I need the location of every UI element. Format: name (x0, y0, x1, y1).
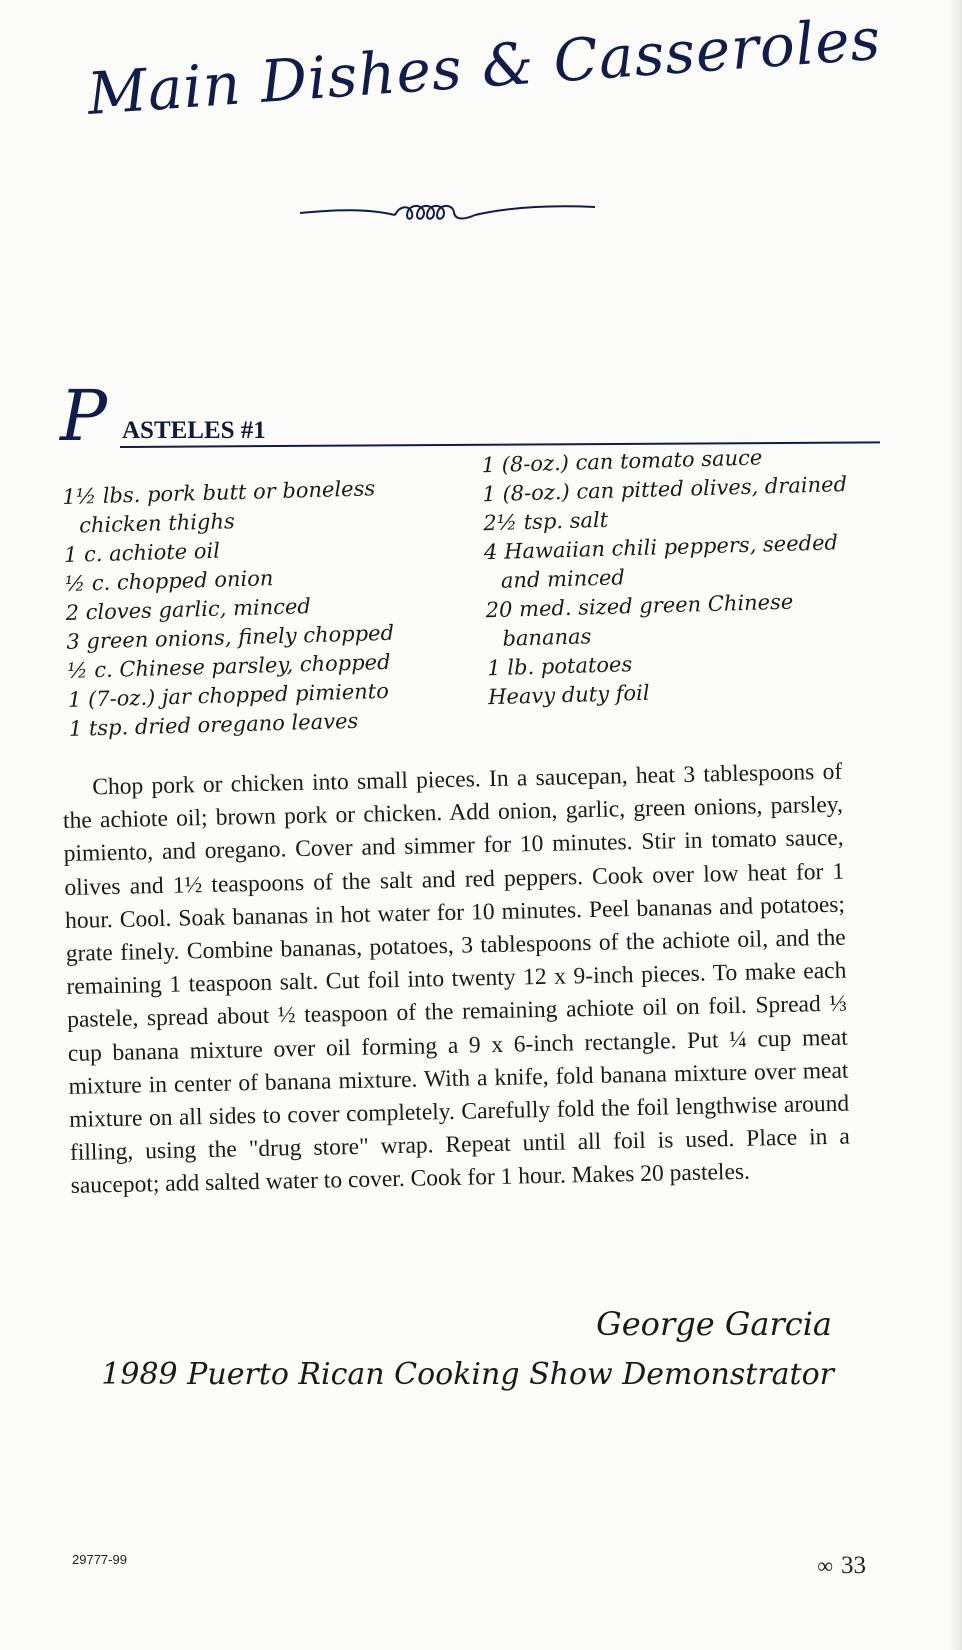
ingredient-item: ½ c. chopped onion (64, 566, 274, 596)
ingredient-item: Heavy duty foil (487, 680, 650, 710)
ingredient-item: 1½ lbs. pork butt or boneless chicken thighs (62, 476, 376, 538)
recipe-directions: Chop pork or chicken into small pieces. In a saucepan, heat 3 tablespoons of the achiote oil; brown pork or chicken. Add onion, garlic, green onions, parsley, pimiento, and oregano. Cover and simmer for 10 minutes. Stir in tomato sauce, olives and 1½ teaspoons of the salt and red peppers. Cook over low heat for 1 hour. Cool. Soak bananas in hot water for 10 minutes. Peel bananas and potatoes; grate finely. Combine bananas, potatoes, 3 tablespoons of the achiote oil, and the remaining 1 teaspoon salt. Cut foil into twenty 12 x 9-inch pieces. To make each pastele, spread about ½ teaspoon of the remaining achiote oil on foil. Spread ⅓ cup banana mixture over oil forming a 9 x 6-inch rectangle. Put ¼ cup meat mixture in center of banana mixture. With a knife, fold banana mixture over meat mixture on all sides to cover completely. Carefully fold the foil lengthwise around filling, using the "drug store" wrap. Repeat until all foil is used. Place in a saucepot; add salted water to cover. Cook for 1 hour. Makes 20 pasteles. (62, 758, 851, 1200)
ingredient-item: 2½ tsp. salt (482, 507, 609, 536)
page-number-value: 33 (841, 1552, 866, 1579)
catalog-code: 29777-99 (72, 1552, 127, 1567)
recipe-title-initial: P (60, 375, 108, 457)
contributor-name: George Garcia (596, 1305, 832, 1343)
ingredient-item: ½ c. Chinese parsley, chopped (66, 649, 391, 683)
ingredient-item: 3 green onions, finely chopped (66, 620, 395, 654)
ingredients-column-right (481, 440, 888, 712)
infinity-icon: ∞ (817, 1553, 833, 1578)
ingredients-list (62, 445, 872, 741)
ingredient-item: 1 lb. potatoes (487, 652, 633, 681)
ingredients-column-left (62, 472, 449, 744)
page-number (817, 1552, 866, 1580)
recipe-title: ASTELES #1 (122, 417, 266, 444)
ingredient-item: 1 tsp. dried oregano leaves (68, 708, 359, 741)
ingredient-item: 1 (8-oz.) can pitted olives, drained (482, 472, 848, 507)
ingredient-item: 1 (8-oz.) can tomato sauce (481, 445, 763, 478)
page-edge-shadow (948, 0, 962, 1650)
ingredient-item: 20 med. sized green Chinese bananas (485, 589, 794, 651)
ingredient-item: 2 cloves garlic, minced (65, 594, 312, 625)
flourish-ornament (300, 195, 600, 235)
section-title: Main Dishes & Casseroles (85, 4, 884, 129)
ingredient-item: 1 (7-oz.) jar chopped pimiento (67, 678, 390, 712)
ingredient-item: 4 Hawaiian chili peppers, seeded and minced (483, 530, 839, 593)
contributor-title: 1989 Puerto Rican Cooking Show Demonstrator (101, 1357, 834, 1392)
ingredient-item: 1 c. achiote oil (63, 538, 221, 567)
